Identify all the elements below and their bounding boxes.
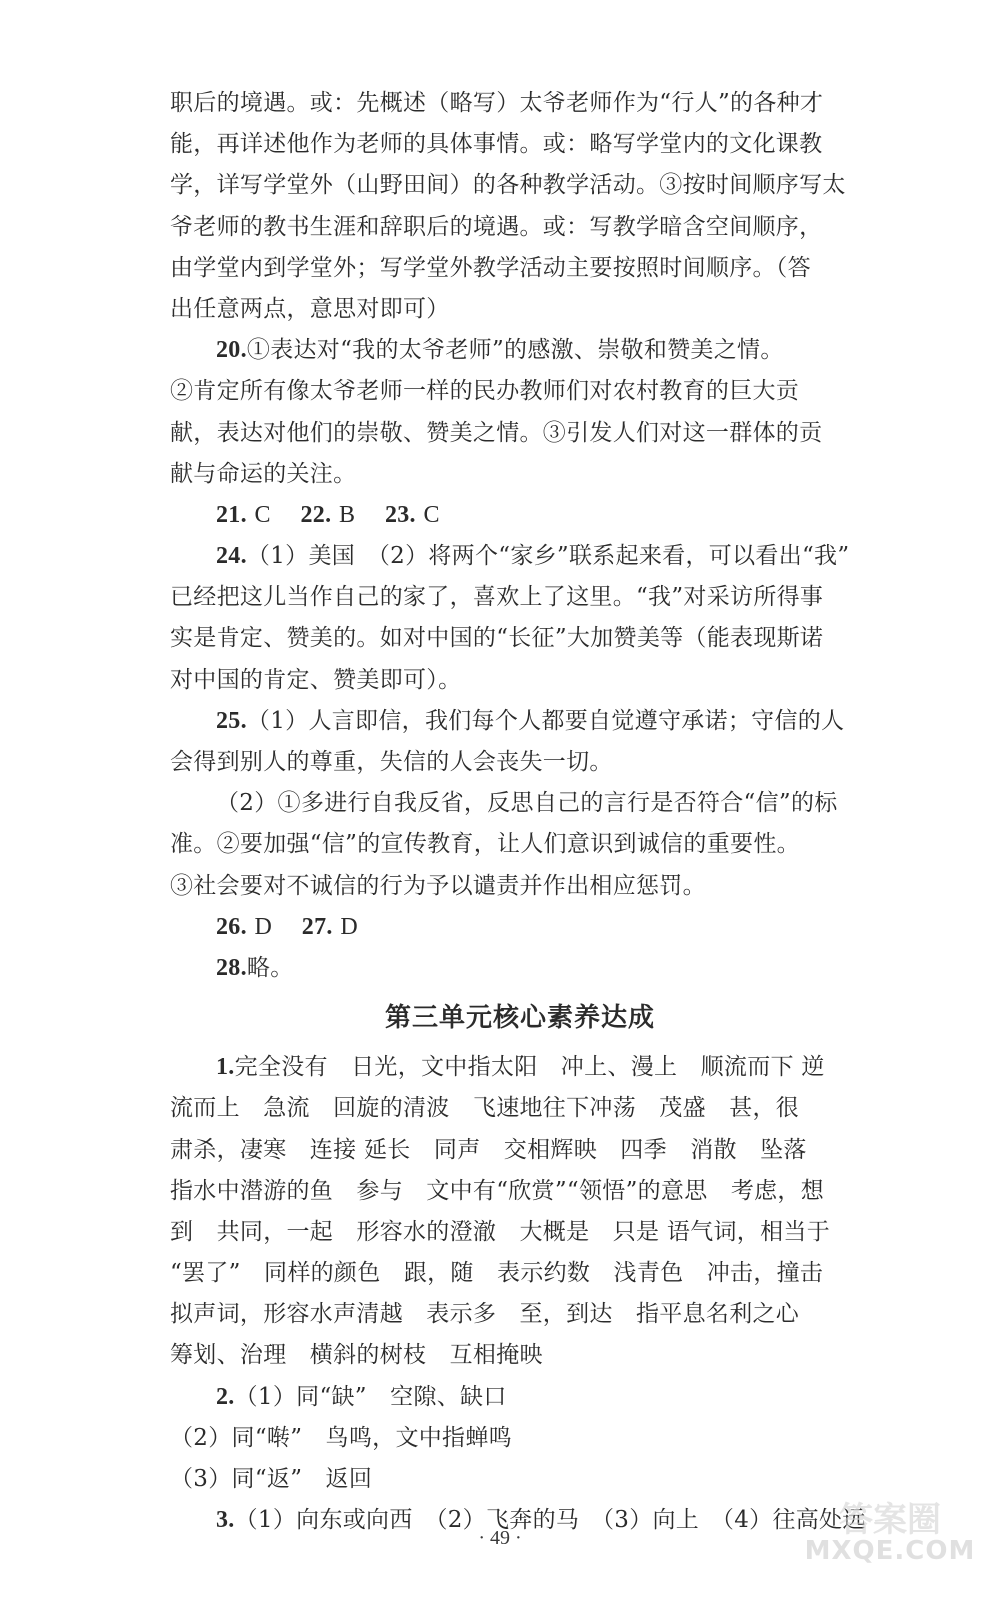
q22-answer: B [339,501,356,528]
s-q1-line-3: 肃杀，凄寒 连接 延长 同声 交相辉映 四季 消散 坠落 [170,1136,807,1163]
q22-number: 22. [300,501,332,528]
s-q1-line-7: 拟声词，形容水声清越 表示多 至，到达 指平息名利之心 [170,1301,800,1328]
s-q1-line-5: 到 共同，一起 形容水的澄澈 大概是 只是 语气词，相当于 [170,1218,831,1245]
q28-text: 略。 [246,954,294,981]
q19-line-4: 爷老师的教书生涯和辞职后的境遇。或：写教学暗含空间顺序， [170,213,823,240]
s-q1-line-4: 指水中潜游的鱼 参与 文中有“欣赏”“领悟”的意思 考虑，想 [170,1177,825,1204]
watermark-top-text: 答案圈 [839,1500,941,1540]
q23-number: 23. [384,501,416,528]
s-q1-line-6: “罢了” 同样的颜色 跟，随 表示约数 浅青色 冲击，撞击 [170,1260,824,1287]
q19-line-5: 由学堂内到学堂外；写学堂外教学活动主要按照时间顺序。（答 [170,254,811,281]
q26-27-line [170,907,830,948]
q28-number: 28. [216,954,247,981]
s-q3-number: 3. [216,1507,235,1534]
s-q1-line-2: 流而上 急流 回旋的清波 飞速地往下冲荡 茂盛 甚，很 [170,1095,800,1122]
q24-number: 24. [216,543,247,570]
q21-answer: C [254,501,271,528]
q20-line-4: 献与命运的关注。 [170,460,357,487]
q26-number: 26. [216,913,247,940]
s-q1-number: 1. [216,1054,235,1081]
q19-line-3: 学，详写学堂外（山野田间）的各种教学活动。③按时间顺序写太 [170,172,846,199]
q24-line-4: 对中国的肯定、赞美即可）。 [170,666,462,693]
q19-line-1: 职后的境遇。或：先概述（略写）太爷老师作为“行人”的各种才 [170,90,824,116]
q20-line-3: 献，表达对他们的崇敬、赞美之情。③引发人们对这一群体的贡 [170,419,823,446]
q19-line-2: 能，再详述他作为老师的具体事情。或：略写学堂内的文化课教 [170,131,823,158]
s-q2-line-3: （3）同“返” 返回 [170,1466,373,1492]
q24-line-3: 实是肯定、赞美的。如对中国的“长征”大加赞美等（能表现斯诺 [170,625,824,652]
q24-text-1: （1）美国 （2）将两个“家乡”联系起来看，可以看出“我” [246,543,850,570]
q20-line-2: ②肯定所有像太爷老师一样的民办教师们对农村教育的巨大贡 [170,378,800,405]
q24-line-1 [170,536,850,577]
q25-line-2: 会得到别人的尊重，失信的人会丧失一切。 [170,749,613,775]
q25-number: 25. [216,707,247,734]
q25-line-1 [170,701,845,742]
s-q3-text: （1）向东或向西 （2）飞奔的马 （3）向上 （4）往高处远 [234,1507,866,1534]
q24-line-2: 已经把这儿当作自己的家了，喜欢上了这里。“我”对采访所得事 [170,584,824,611]
section-title: 第三单元核心素养达成 [384,1003,655,1034]
q20-text-1: ①表达对“我的太爷老师”的感激、崇敬和赞美之情。 [246,337,784,364]
q23-answer: C [423,501,440,528]
s-q1-line-1 [170,1047,830,1088]
watermark-logo [790,1492,990,1582]
s-q1-line-8: 筹划、治理 横斜的树枝 互相掩映 [170,1342,543,1369]
q27-number: 27. [301,913,333,940]
q20-line-1 [170,330,830,371]
page-number: · 49 · [478,1527,522,1549]
q25-text-1: （1）人言即信，我们每个人都要自觉遵守承诺；守信的人 [246,707,845,734]
q21-23-line [170,495,830,536]
q19-line-6: 出任意两点，意思对即可） [170,295,450,322]
q25-line-3: （2）①多进行自我反省，反思自己的言行是否符合“信”的标 [216,790,838,817]
q20-number: 20. [216,337,247,364]
q25-line-5: ③社会要对不诚信的行为予以谴责并作出相应惩罚。 [170,872,706,899]
s-q2-text-1: （1）同“缺” 空隙、缺口 [234,1383,507,1410]
answer-content [170,83,866,1541]
q25-line-4: 准。②要加强“信”的宣传教育，让人们意识到诚信的重要性。 [170,831,800,858]
s-q1-text-1: 完全没有 日光，文中指太阳 冲上、漫上 顺流而下 逆 [234,1054,825,1081]
s-q2-line-1 [170,1377,830,1418]
q21-number: 21. [216,501,247,528]
q28-line [170,948,830,989]
s-q2-line-2: （2）同“啭” 鸟鸣，文中指蝉鸣 [170,1424,512,1451]
q27-answer: D [340,913,358,940]
watermark-site-text: MXQE.COM [804,1536,976,1566]
s-q2-number: 2. [216,1383,235,1410]
q26-answer: D [254,913,273,940]
